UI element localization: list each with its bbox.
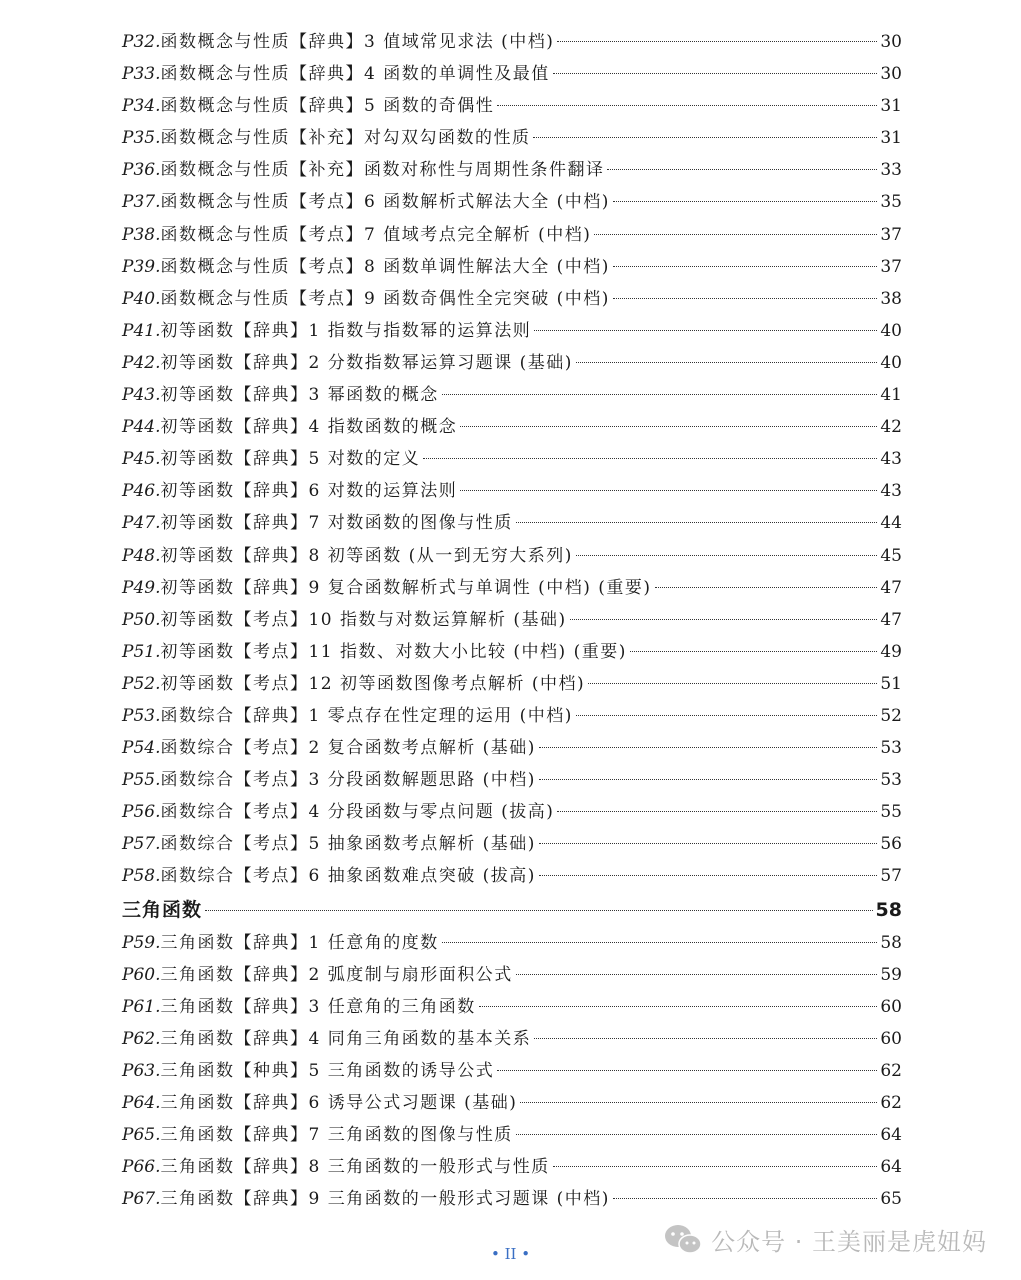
toc-entry-code: P55. <box>122 770 161 791</box>
toc-entry-page: 40 <box>880 320 902 341</box>
toc-entry[interactable] <box>122 732 902 764</box>
toc-entry-code: P59. <box>122 932 161 953</box>
toc-entry[interactable] <box>122 443 902 475</box>
toc-entry[interactable] <box>122 1119 902 1151</box>
toc-entry-code: P65. <box>122 1125 161 1146</box>
toc-entry-page: 49 <box>880 641 902 662</box>
toc-entry[interactable] <box>122 90 902 122</box>
dot-leader <box>534 330 877 331</box>
toc-entry[interactable] <box>122 411 902 443</box>
toc-entry[interactable] <box>122 58 902 90</box>
dot-leader <box>516 974 878 975</box>
dot-leader <box>576 555 877 556</box>
toc-entry[interactable] <box>122 991 902 1023</box>
toc-entry-page: 43 <box>880 449 902 470</box>
toc-entry-title: 函数概念与性质【辞典】3 值域常见求法 (中档) <box>160 32 555 52</box>
toc-entry-code: P38. <box>122 224 161 245</box>
toc-entry-page: 60 <box>880 996 902 1017</box>
toc-entry-title: 初等函数【考点】10 指数与对数运算解析 (基础) <box>160 609 567 630</box>
toc-entry[interactable] <box>122 251 902 283</box>
toc-entry-title: 函数概念与性质【考点】6 函数解析式解法大全 (中档) <box>160 192 610 213</box>
watermark <box>663 1222 987 1257</box>
toc-entry-page: 53 <box>880 770 902 791</box>
dot-leader <box>460 426 877 427</box>
toc-entry[interactable] <box>122 154 902 186</box>
toc-entry-title: 函数综合【考点】5 抽象函数考点解析 (基础) <box>160 834 536 855</box>
dot-leader <box>516 1134 878 1135</box>
toc-entry[interactable] <box>122 26 902 58</box>
toc-entry[interactable] <box>122 1055 902 1087</box>
toc-entry-page: 37 <box>880 256 902 277</box>
toc-entry-title: 函数概念与性质【辞典】4 函数的单调性及最值 <box>160 64 550 85</box>
toc-entry-title: 三角函数【辞典】7 三角函数的图像与性质 <box>160 1125 513 1146</box>
toc-entry-code: P34. <box>122 96 161 117</box>
toc-entry-code: P64. <box>122 1093 161 1113</box>
toc-entry-page: 30 <box>880 32 902 52</box>
toc-entry-code: P45. <box>122 449 161 470</box>
toc-entry[interactable] <box>122 507 902 539</box>
toc-entry-page: 60 <box>880 1028 902 1049</box>
toc-entry-page: 55 <box>880 802 902 823</box>
toc-entry-title: 初等函数【考点】12 初等函数图像考点解析 (中档) <box>160 673 586 694</box>
page-number: • II • <box>490 1245 531 1263</box>
toc-entry-code: P40. <box>122 288 161 309</box>
toc-entry-code: P67. <box>122 1189 161 1210</box>
toc-entry-code: P48. <box>122 545 161 566</box>
toc-entry-title: 函数综合【考点】3 分段函数解题思路 (中档) <box>160 770 536 791</box>
toc-entry-title: 三角函数【辞典】4 同角三角函数的基本关系 <box>160 1028 532 1049</box>
toc-entry-title: 函数概念与性质【考点】8 函数单调性解法大全 (中档) <box>160 256 610 277</box>
dot-leader <box>520 1102 877 1103</box>
toc-entry-code: P53. <box>122 705 161 726</box>
toc-entry[interactable] <box>122 764 902 796</box>
dot-leader <box>588 683 877 684</box>
toc-entry-title: 函数概念与性质【补充】对勾双勾函数的性质 <box>160 128 531 149</box>
toc-entry-code: P51. <box>122 641 161 662</box>
toc-entry-page: 56 <box>880 834 902 855</box>
toc-entry-title: 函数综合【考点】4 分段函数与零点问题 (拔高) <box>160 802 555 823</box>
toc-entry-page: 52 <box>880 705 902 726</box>
toc-entry[interactable] <box>122 636 902 668</box>
dot-leader <box>516 522 878 523</box>
toc-entry[interactable] <box>122 668 902 700</box>
dot-leader <box>553 1166 878 1167</box>
toc-entry-page: 38 <box>880 288 902 309</box>
dot-leader <box>570 619 878 620</box>
toc-entry-page: 41 <box>880 385 902 406</box>
toc-entry-title: 三角函数【辞典】3 任意角的三角函数 <box>160 996 476 1017</box>
dot-leader <box>576 715 877 716</box>
toc-entry-code: P33. <box>122 64 161 85</box>
toc-entry[interactable] <box>122 959 902 991</box>
dot-leader <box>497 1070 877 1071</box>
dot-leader <box>423 458 877 459</box>
dot-leader <box>442 942 878 943</box>
toc-entry[interactable] <box>122 927 902 959</box>
toc-entry-title: 初等函数【辞典】3 幂函数的概念 <box>160 385 439 406</box>
toc-entry-page: 58 <box>875 898 902 921</box>
toc-entry-title: 初等函数【辞典】5 对数的定义 <box>160 449 421 470</box>
toc-entry-page: 37 <box>880 224 902 245</box>
dot-leader <box>553 73 878 74</box>
toc-entry-page: 47 <box>880 577 902 598</box>
toc-entry-page: 31 <box>880 96 902 117</box>
toc-entry[interactable] <box>122 283 902 315</box>
dot-leader <box>655 587 878 588</box>
dot-leader <box>607 169 877 170</box>
toc-entry-title: 初等函数【考点】11 指数、对数大小比较 (中档) (重要) <box>160 641 627 662</box>
toc-entry[interactable] <box>122 828 902 860</box>
dot-leader <box>613 1198 877 1199</box>
table-of-contents <box>122 26 902 1215</box>
toc-entry-code: P63. <box>122 1060 161 1081</box>
toc-entry-title: 初等函数【辞典】4 指数函数的概念 <box>160 417 458 438</box>
toc-entry-page: 57 <box>880 866 902 887</box>
toc-entry-title: 三角函数 <box>122 898 203 921</box>
toc-entry[interactable] <box>122 572 902 604</box>
wechat-icon <box>663 1223 703 1257</box>
toc-entry[interactable] <box>122 122 902 154</box>
dot-leader <box>539 875 877 876</box>
toc-entry-page: 35 <box>880 192 902 213</box>
dot-leader <box>594 234 877 235</box>
toc-entry-page: 62 <box>880 1093 902 1113</box>
toc-entry[interactable] <box>122 1023 902 1055</box>
toc-entry-code: P61. <box>122 996 161 1017</box>
toc-entry-code: P52. <box>122 673 161 694</box>
toc-entry[interactable] <box>122 1087 902 1119</box>
toc-entry[interactable] <box>122 475 902 507</box>
toc-entry-title: 三角函数【辞典】8 三角函数的一般形式与性质 <box>160 1157 550 1178</box>
toc-entry-code: P58. <box>122 866 161 887</box>
toc-entry-code: P56. <box>122 802 161 823</box>
toc-entry-page: 30 <box>880 64 902 85</box>
toc-entry[interactable] <box>122 700 902 732</box>
dot-leader <box>479 1006 878 1007</box>
toc-entry-page: 53 <box>880 738 902 759</box>
toc-entry-code: P42. <box>122 352 161 373</box>
toc-entry-page: 47 <box>880 609 902 630</box>
dot-leader <box>497 105 877 106</box>
toc-entry[interactable] <box>122 540 902 572</box>
toc-entry-title: 三角函数【辞典】1 任意角的度数 <box>160 932 439 953</box>
toc-entry-code: P44. <box>122 417 161 438</box>
toc-entry[interactable] <box>122 315 902 347</box>
toc-entry-code: P66. <box>122 1157 161 1178</box>
dot-leader <box>533 137 877 138</box>
toc-entry-page: 65 <box>880 1189 902 1210</box>
toc-entry-page: 62 <box>880 1060 902 1081</box>
dot-leader <box>539 747 877 748</box>
toc-entry-title: 函数概念与性质【补充】函数对称性与周期性条件翻译 <box>160 160 605 181</box>
toc-entry-title: 函数概念与性质【考点】7 值域考点完全解析 (中档) <box>160 224 592 245</box>
dot-leader <box>205 910 873 911</box>
toc-entry-code: P50. <box>122 609 161 630</box>
dot-leader <box>534 1038 877 1039</box>
toc-entry-page: 44 <box>880 513 902 534</box>
toc-entry-page: 33 <box>880 160 902 181</box>
dot-leader <box>613 266 877 267</box>
toc-entry-code: P62. <box>122 1028 161 1049</box>
toc-entry-title: 初等函数【辞典】7 对数函数的图像与性质 <box>160 513 513 534</box>
toc-entry-page: 64 <box>880 1157 902 1178</box>
dot-leader <box>442 394 878 395</box>
dot-leader <box>539 779 877 780</box>
toc-entry-code: P46. <box>122 481 161 502</box>
toc-entry[interactable] <box>122 796 902 828</box>
toc-entry-page: 59 <box>880 964 902 985</box>
toc-entry-title: 初等函数【辞典】8 初等函数 (从一到无穷大系列) <box>160 545 573 566</box>
toc-entry-code: P36. <box>122 160 161 181</box>
toc-entry[interactable] <box>122 860 902 892</box>
dot-leader <box>630 651 878 652</box>
toc-entry-title: 三角函数【种典】5 三角函数的诱导公式 <box>160 1060 495 1081</box>
dot-leader <box>613 298 877 299</box>
toc-entry-code: P32. <box>122 32 161 52</box>
toc-entry-code: P35. <box>122 128 161 149</box>
toc-entry-title: 函数概念与性质【辞典】5 函数的奇偶性 <box>160 96 495 117</box>
toc-entry[interactable] <box>122 604 902 636</box>
toc-entry-code: P60. <box>122 964 161 985</box>
toc-entry-code: P43. <box>122 385 161 406</box>
toc-entry-page: 45 <box>880 545 902 566</box>
toc-entry-page: 64 <box>880 1125 902 1146</box>
dot-leader <box>576 362 877 363</box>
toc-entry-title: 三角函数【辞典】9 三角函数的一般形式习题课 (中档) <box>160 1189 610 1210</box>
watermark-text: 公众号 · 王美丽是虎妞妈 <box>711 1228 987 1256</box>
toc-entry-page: 43 <box>880 481 902 502</box>
toc-entry[interactable] <box>122 186 902 218</box>
toc-entry-title: 初等函数【辞典】9 复合函数解析式与单调性 (中档) (重要) <box>160 577 652 598</box>
dot-leader <box>539 843 877 844</box>
toc-entry-title: 初等函数【辞典】1 指数与指数幂的运算法则 <box>160 320 532 341</box>
toc-entry-page: 42 <box>880 417 902 438</box>
toc-entry-code: P39. <box>122 256 161 277</box>
toc-entry-title: 三角函数【辞典】6 诱导公式习题课 (基础) <box>160 1093 518 1113</box>
toc-entry[interactable] <box>122 1183 902 1215</box>
toc-entry-code: P54. <box>122 738 161 759</box>
toc-entry-title: 函数综合【考点】6 抽象函数难点突破 (拔高) <box>160 866 536 887</box>
toc-entry-title: 函数概念与性质【考点】9 函数奇偶性全完突破 (中档) <box>160 288 610 309</box>
toc-entry-title: 函数综合【考点】2 复合函数考点解析 (基础) <box>160 738 536 759</box>
toc-entry[interactable] <box>122 1151 902 1183</box>
toc-entry[interactable] <box>122 379 902 411</box>
dot-leader <box>557 811 877 812</box>
toc-entry-code: P41. <box>122 320 161 341</box>
toc-entry-code: P47. <box>122 513 161 534</box>
dot-leader <box>613 201 877 202</box>
toc-entry-page: 40 <box>880 352 902 373</box>
dot-leader <box>557 41 877 42</box>
toc-entry-title: 初等函数【辞典】6 对数的运算法则 <box>160 481 458 502</box>
toc-entry[interactable] <box>122 347 902 379</box>
toc-entry-title: 函数综合【辞典】1 零点存在性定理的运用 (中档) <box>160 705 573 726</box>
toc-entry-page: 31 <box>880 128 902 149</box>
toc-entry-page: 58 <box>880 932 902 953</box>
toc-entry-code: P49. <box>122 577 161 598</box>
toc-entry-title: 三角函数【辞典】2 弧度制与扇形面积公式 <box>160 964 513 985</box>
toc-entry-title: 初等函数【辞典】2 分数指数幂运算习题课 (基础) <box>160 352 573 373</box>
dot-leader <box>460 490 877 491</box>
toc-entry-code: P37. <box>122 192 161 213</box>
toc-section-heading[interactable] <box>122 893 902 927</box>
toc-entry-code: P57. <box>122 834 161 855</box>
toc-entry[interactable] <box>122 219 902 251</box>
toc-entry-page: 51 <box>880 673 902 694</box>
